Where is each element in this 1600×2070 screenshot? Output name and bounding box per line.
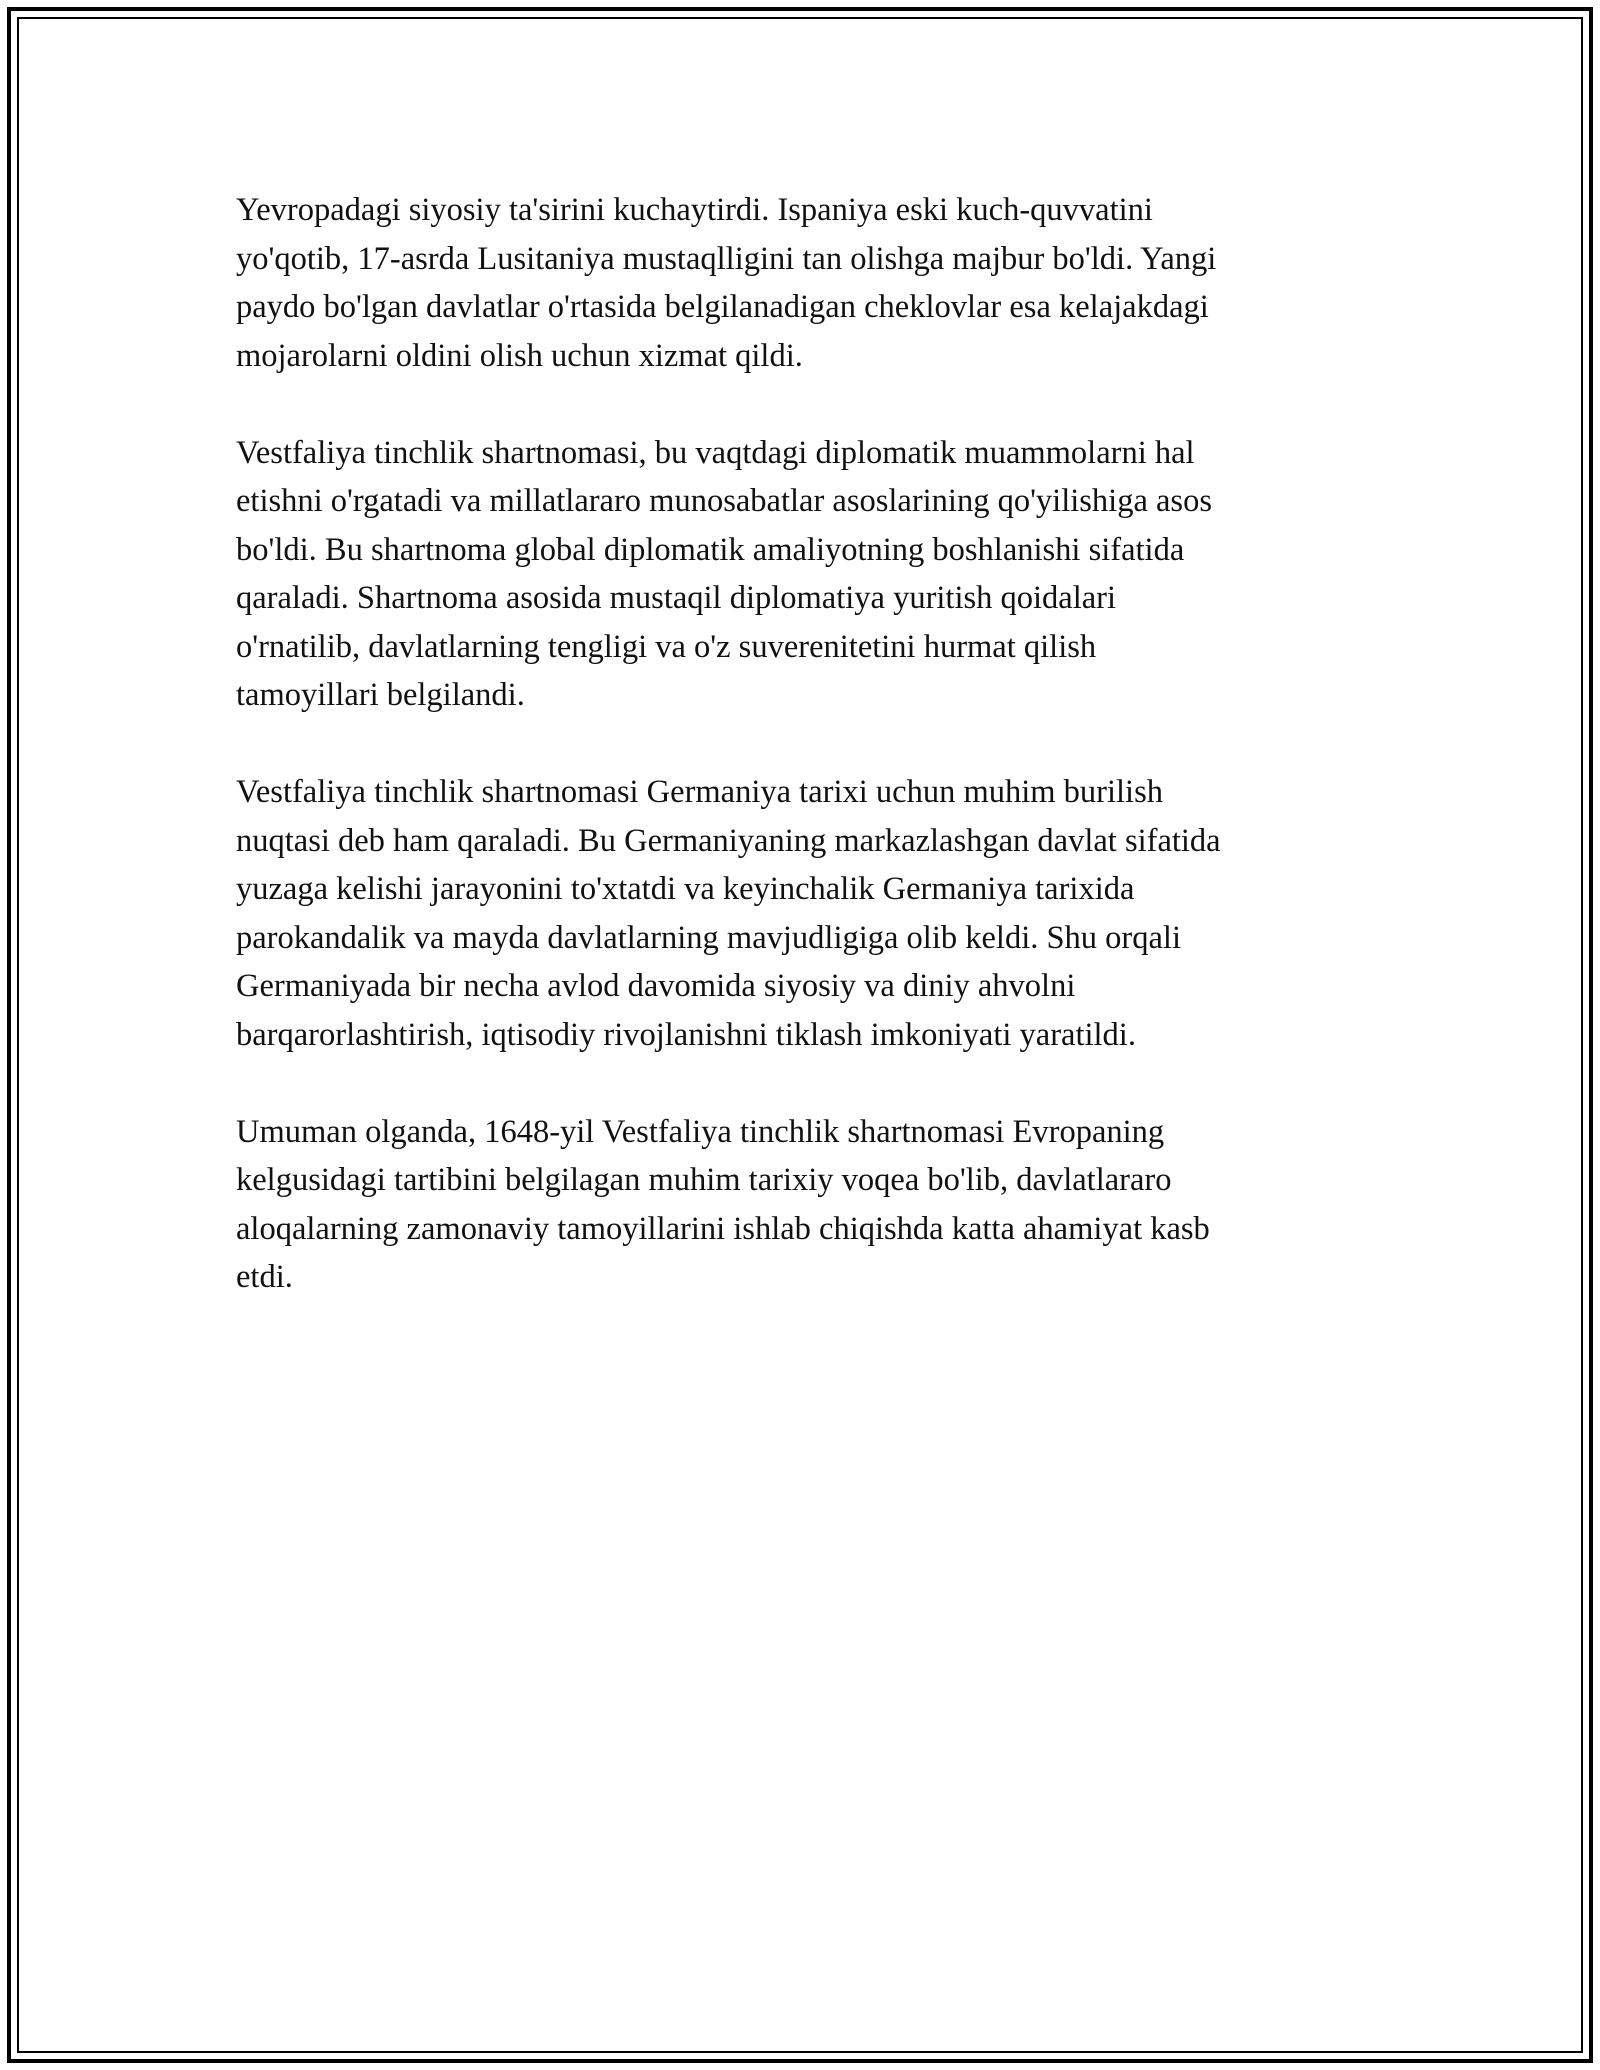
text-line: kelgusidagi tartibini belgilagan muhim tarixiy voqea bo'lib, davlatlararo [236, 1162, 1172, 1198]
text-line: qaraladi. Shartnoma asosida mustaqil diplomatiya yuritish qoidalari [236, 580, 1117, 616]
text-line: o'rnatilib, davlatlarning tengligi va o'z suverenitetini hurmat qilish [236, 628, 1097, 665]
text-line: yo'qotib, 17-asrda Lusitaniya mustaqlligini tan olishga majbur bo'ldi. Yangi [236, 240, 1217, 277]
text-line: yuzaga kelishi jarayonini to'xtatdi va keyinchalik Germaniya tarixida [236, 871, 1135, 907]
paragraph-1 [236, 186, 1366, 380]
text-line: paydo bo'lgan davlatlar o'rtasida belgilanadigan cheklovlar esa kelajakdagi [236, 289, 1209, 325]
text-line: tamoyillari belgilandi. [236, 677, 525, 713]
text-line: aloqalarning zamonaviy tamoyillarini ishlab chiqishda katta ahamiyat kasb [236, 1210, 1210, 1247]
text-line: mojarolarni oldini olish uchun xizmat qildi. [236, 337, 803, 374]
text-line: etdi. [236, 1259, 293, 1295]
paragraph-3 [236, 768, 1366, 1059]
paragraph-4 [236, 1108, 1366, 1302]
paragraph-2 [236, 429, 1366, 720]
text-line: Germaniyada bir necha avlod davomida siyosiy va diniy ahvolni [236, 968, 1076, 1004]
text-line: Vestfaliya tinchlik shartnomasi Germaniya tarixi uchun muhim burilish [236, 774, 1163, 810]
text-line: barqarorlashtirish, iqtisodiy rivojlanishni tiklash imkoniyati yaratildi. [236, 1016, 1136, 1053]
document-body [236, 186, 1366, 1350]
text-line: etishni o'rgatadi va millatlararo munosabatlar asoslarining qo'yilishiga asos [236, 483, 1212, 519]
text-line: Yevropadagi siyosiy ta'sirini kuchaytirdi. Ispaniya eski kuch-quvvatini [236, 192, 1153, 228]
text-line: bo'ldi. Bu shartnoma global diplomatik amaliyotning boshlanishi sifatida [236, 531, 1185, 568]
text-line: nuqtasi deb ham qaraladi. Bu Germaniyaning markazlashgan davlat sifatida [236, 822, 1221, 859]
text-line: parokandalik va mayda davlatlarning mavjudligiga olib keldi. Shu orqali [236, 919, 1181, 956]
text-line: Umuman olganda, 1648-yil Vestfaliya tinchlik shartnomasi Evropaning [236, 1113, 1165, 1150]
text-line: Vestfaliya tinchlik shartnomasi, bu vaqtdagi diplomatik muammolarni hal [236, 434, 1195, 471]
